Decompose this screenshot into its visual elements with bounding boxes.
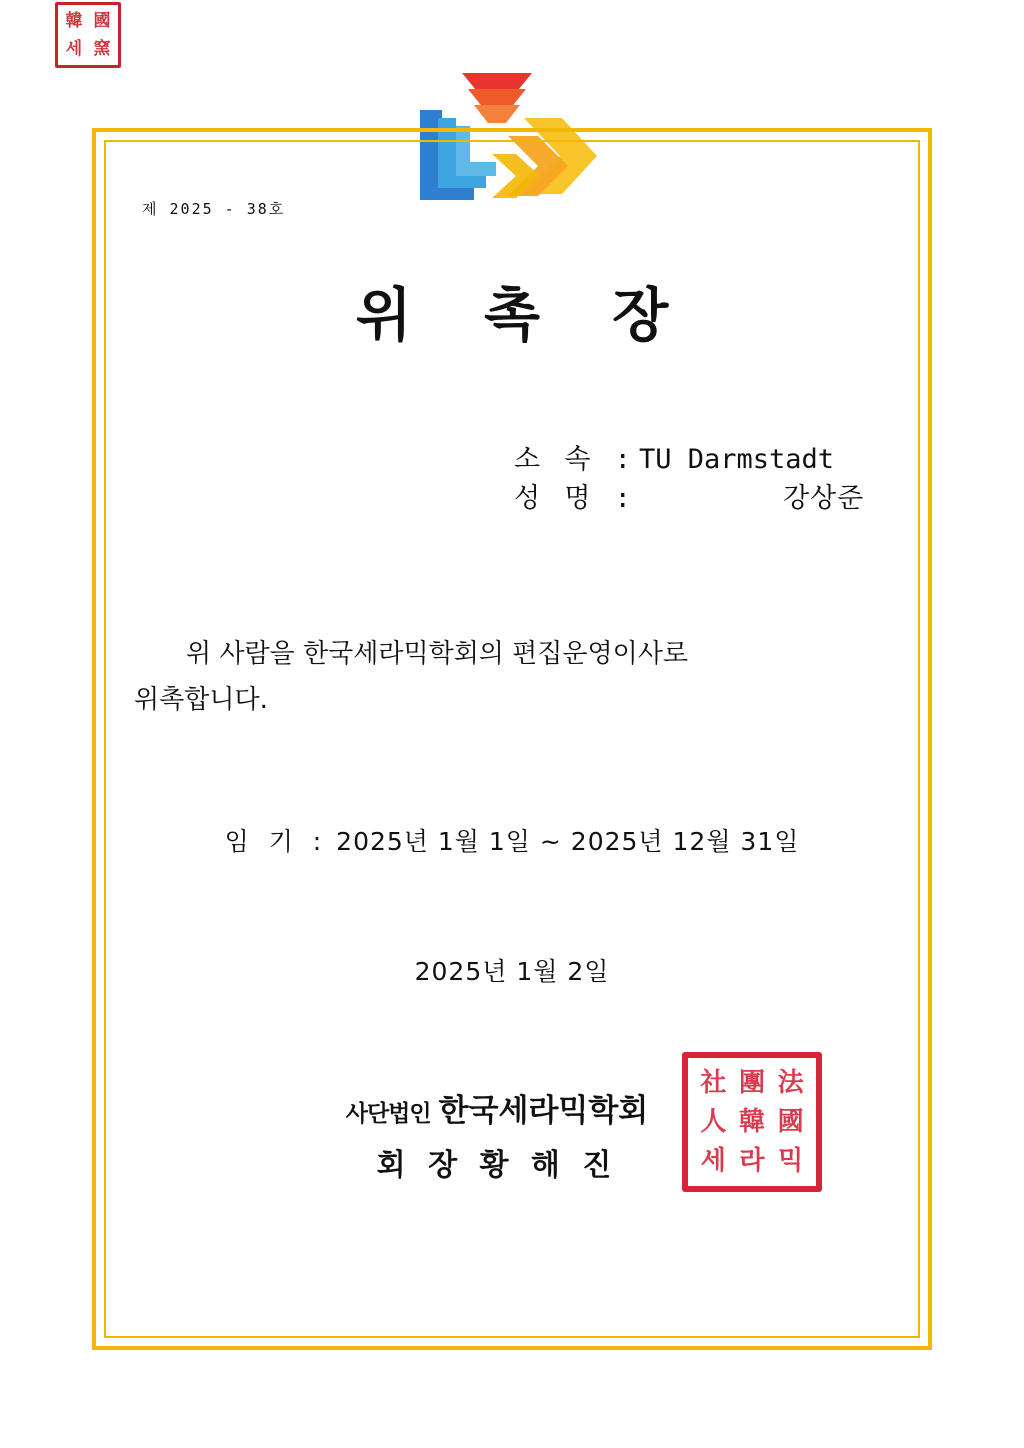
signer-title-name: 회 장 황 해 진 <box>376 1148 618 1183</box>
issue-date: 2025년 1월 2일 <box>414 957 610 986</box>
society-seal-glyph: 라 <box>739 1145 765 1176</box>
recipient-block <box>104 440 920 518</box>
society-seal-glyph: 人 <box>700 1106 727 1137</box>
body-line-1 <box>134 632 894 678</box>
organization-name: 한국세라믹학회 <box>438 1093 649 1129</box>
corner-seal-glyph: 세 <box>65 38 83 59</box>
society-seal-glyph: 法 <box>777 1068 804 1099</box>
corner-seal-glyph: 韓 <box>65 10 83 31</box>
body-line-1-text: 위 사람을 한국세라믹학회의 편집운영이사로 <box>186 639 688 669</box>
certificate-title: 위 촉 장 <box>355 281 695 349</box>
body-text <box>134 632 894 723</box>
organization-prefix: 사단법인 <box>345 1101 431 1127</box>
society-seal-glyph: 믹 <box>778 1145 804 1176</box>
document-number: 제 2025 - 38호 <box>142 200 286 218</box>
society-seal <box>682 1052 822 1192</box>
corner-seal-glyph: 窯 <box>93 38 111 59</box>
name-value: 강상준 <box>782 483 865 515</box>
society-seal-glyph: 團 <box>738 1068 765 1099</box>
certificate-content <box>104 140 920 1338</box>
recipient-affiliation-row <box>104 440 920 479</box>
affiliation-value: TU Darmstadt <box>638 444 835 475</box>
society-seal-glyphs <box>694 1064 810 1180</box>
society-seal-glyph: 세 <box>700 1145 726 1176</box>
corner-seal <box>55 2 121 68</box>
corner-seal-glyph: 國 <box>93 10 111 31</box>
term-value: 2025년 1월 1일 ~ 2025년 12월 31일 <box>336 827 800 856</box>
name-label: 성 명 : <box>514 483 635 515</box>
recipient-name-row <box>104 479 920 518</box>
affiliation-label: 소 속 : <box>514 444 635 475</box>
society-seal-glyph: 國 <box>777 1106 804 1137</box>
term-line <box>104 822 920 858</box>
corner-seal-glyphs <box>61 8 115 62</box>
society-seal-glyph: 韓 <box>738 1106 765 1137</box>
society-seal-glyph: 社 <box>700 1068 727 1099</box>
body-line-2: 위촉합니다. <box>134 684 268 715</box>
term-label: 임 기 : <box>224 827 328 856</box>
